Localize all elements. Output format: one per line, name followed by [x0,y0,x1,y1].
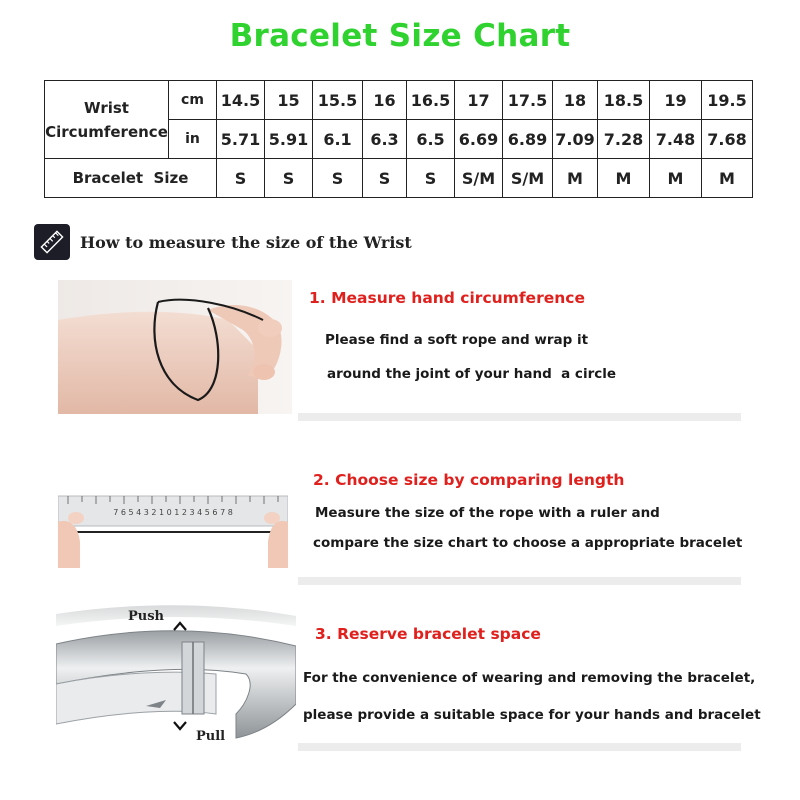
size-cell: S/M [503,159,553,198]
in-cell: 5.71 [217,120,265,159]
bracelet-size-label: Bracelet Size [45,159,217,198]
cm-cell: 16.5 [407,81,455,120]
in-cell: 6.69 [455,120,503,159]
page-title: Bracelet Size Chart [229,18,571,54]
size-cell: M [553,159,598,198]
step-1-title: 1. Measure hand circumference [309,289,585,307]
step-2-line-1: Measure the size of the rope with a ruler and [315,505,660,521]
ruler-numbers: 7 6 5 4 3 2 1 0 1 2 3 4 5 6 7 8 [113,508,233,517]
push-label: Push [128,609,164,624]
step-3-line-2: please provide a suitable space for your hands and bracelet [303,707,761,723]
cm-cell: 17.5 [503,81,553,120]
size-cell: M [598,159,650,198]
table-row-cm [45,81,753,120]
unit-cm-label: cm [169,81,217,120]
size-cell: S [217,159,265,198]
step-2-title: 2. Choose size by comparing length [313,471,625,489]
ruler-photo [58,452,288,568]
size-cell: S/M [455,159,503,198]
cm-cell: 17 [455,81,503,120]
unit-in-label: in [169,120,217,159]
in-cell: 6.3 [363,120,407,159]
in-cell: 6.1 [313,120,363,159]
cm-cell: 15 [265,81,313,120]
cm-cell: 14.5 [217,81,265,120]
size-cell: S [265,159,313,198]
step-3-title: 3. Reserve bracelet space [315,625,541,643]
cm-cell: 18.5 [598,81,650,120]
in-cell: 6.5 [407,120,455,159]
how-to-title: How to measure the size of the Wrist [80,232,412,252]
size-table [44,80,753,198]
step-1-line-2: around the joint of your hand a circle [327,366,617,382]
cm-cell: 19.5 [702,81,753,120]
in-cell: 7.68 [702,120,753,159]
how-to-heading [34,224,412,260]
size-cell: S [407,159,455,198]
in-cell: 5.91 [265,120,313,159]
ruler-icon [34,224,70,260]
in-cell: 7.09 [553,120,598,159]
in-cell: 7.28 [598,120,650,159]
size-cell: M [650,159,702,198]
separator [298,413,741,421]
separator [298,743,741,751]
wrist-label: Wrist [84,98,129,117]
step-1-line-1: Please find a soft rope and wrap it [325,332,589,348]
wrist-circumference-header [45,81,169,159]
circumference-label: Circumference [45,122,168,141]
size-cell: S [313,159,363,198]
cm-cell: 15.5 [313,81,363,120]
separator [298,577,741,585]
in-cell: 6.89 [503,120,553,159]
table-row-size [45,159,753,198]
cm-cell: 19 [650,81,702,120]
bracelet-clasp-photo [56,604,296,744]
step-2-line-2: compare the size chart to choose a appropriate bracelet [313,535,743,551]
size-cell: M [702,159,753,198]
size-cell: S [363,159,407,198]
step-3-line-1: For the convenience of wearing and removing the bracelet, [303,670,756,686]
pull-label: Pull [196,729,226,744]
in-cell: 7.48 [650,120,702,159]
cm-cell: 18 [553,81,598,120]
wrist-rope-photo [58,280,292,414]
cm-cell: 16 [363,81,407,120]
